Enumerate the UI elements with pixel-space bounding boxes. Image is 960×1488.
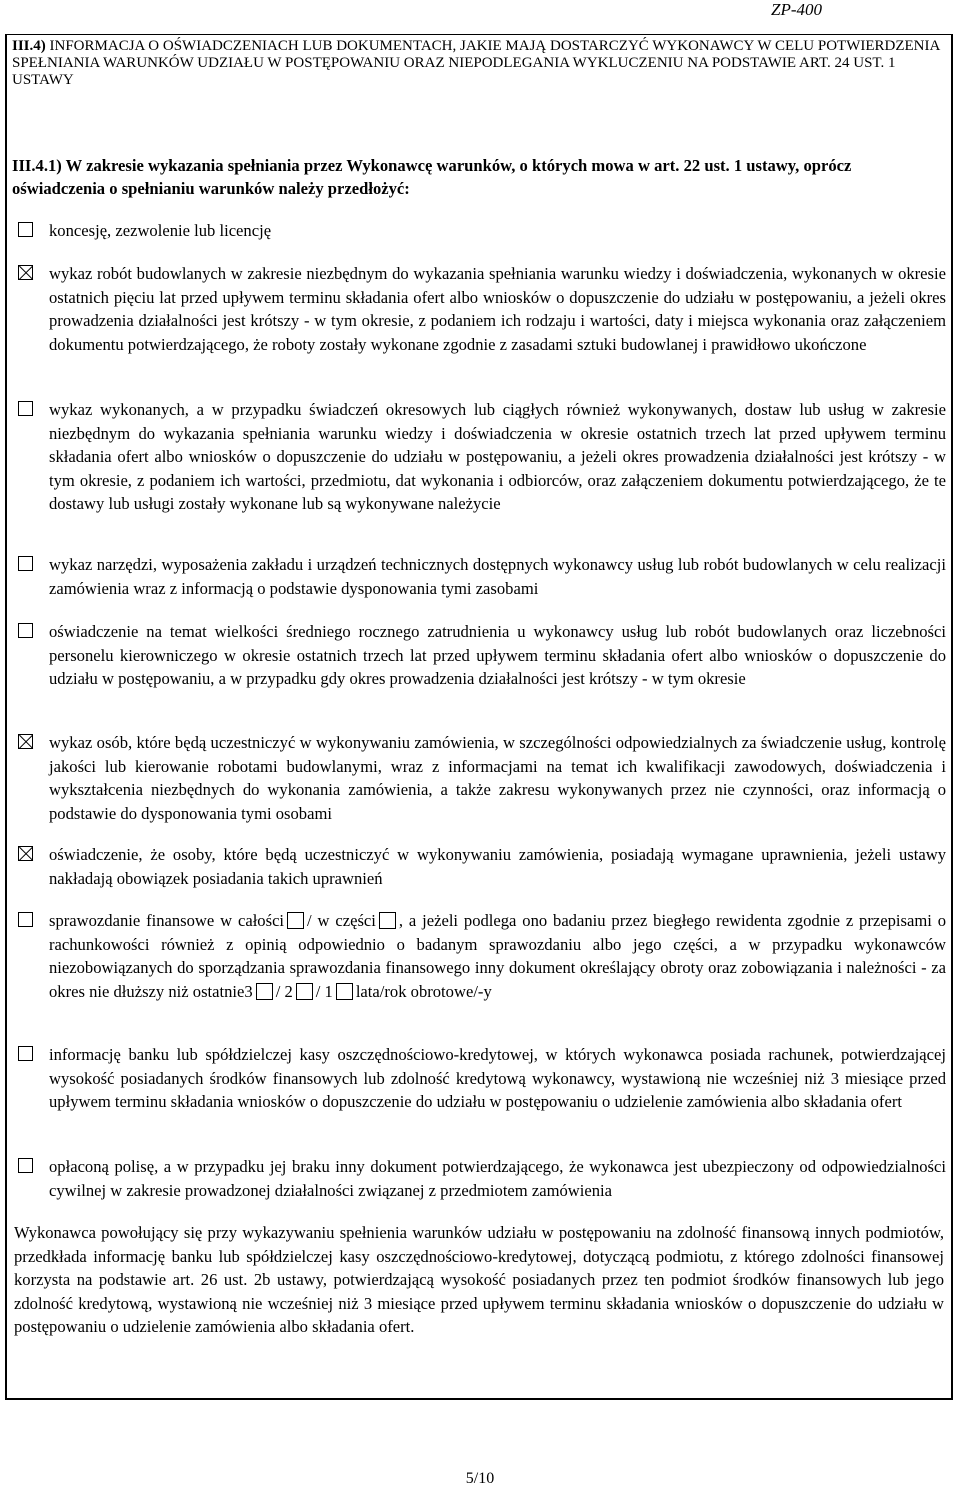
list-item-employment-statement xyxy=(18,620,946,691)
financial-text-5: / 1 xyxy=(315,981,333,1001)
checkbox-1-year[interactable] xyxy=(336,983,353,1000)
section-number: III.4) xyxy=(12,38,46,54)
financial-text-2: / w części xyxy=(307,911,376,930)
checkbox-works-list[interactable] xyxy=(18,265,33,280)
list-item-tools-list xyxy=(18,553,946,600)
section-heading xyxy=(12,38,942,89)
checkbox-qualifications-statement[interactable] xyxy=(18,846,33,861)
checkbox-employment-statement[interactable] xyxy=(18,623,33,638)
section-title: INFORMACJA O OŚWIADCZENIACH LUB DOKUMENTACH, JAKIE MAJĄ DOSTARCZYĆ WYKONAWCY W CELU POTWIERDZENIA SPEŁNIANIA WARUNKÓW UDZIAŁU W POSTĘPOWANIU ORAZ NIEPODLEGANIA WYKLUCZENIU NA PODSTAWIE ART. 24 UST. 1 USTAWY xyxy=(12,38,940,88)
financial-text-1: sprawozdanie finansowe w całości xyxy=(49,911,285,930)
item-text: wykaz narzędzi, wyposażenia zakładu i urządzeń technicznych dostępnych wykonawcy usług lub robót budowlanych w celu realizacji zamówienia wraz z informacją o podstawie dysponowania tymi zasobami xyxy=(49,555,946,598)
item-text xyxy=(18,909,946,1003)
financial-text-6: lata/rok obrotowe/-y xyxy=(355,981,492,1001)
item-text: oświadczenie, że osoby, które będą uczestniczyć w wykonywaniu zamówienia, posiadają wymagane uprawnienia, jeżeli ustawy nakładają obowiązek posiadania takich uprawnień xyxy=(49,845,946,888)
item-text: wykaz wykonanych, a w przypadku świadczeń okresowych lub ciągłych również wykonywanych, dostaw lub usług w zakresie niezbędnym do wykazania spełniania warunku wiedzy i doświadczenia w okresie ostatnich trzech lat przed upływem terminu składania ofert albo wniosków o dopuszczenie do udziału w postępowaniu, a jeżeli okres prowadzenia działalności jest krótszy - w tym okresie, z podaniem ich wartości, przedmiotu, dat wykonania i odbiorców, oraz załączeniem dokumentu potwierdzającego, że te dostawy lub usługi zostały wykonane lub są wykonywane należycie xyxy=(49,400,946,513)
document-code: ZP-400 xyxy=(771,0,822,19)
item-text: opłaconą polisę, a w przypadku jej braku inny dokument potwierdzającego, że wykonawca jest ubezpieczony od odpowiedzialności cywilnej w zakresie prowadzonej działalności związanej z przedmiotem zamówienia xyxy=(49,1157,946,1200)
financial-text-3: , a jeżeli podlega ono badaniu przez biegłego rewidenta zgodnie z przepisami o rachunkowości również z opinią odpowiednio o badanym sprawozdaniu albo jego części, a w przypadku wykonawców niezobowiązanych do sporządzania sprawozdania finansowego inny dokument określający obroty oraz zobowiązania i należności - za okres nie dłuższy niż ostatnie3 xyxy=(49,911,946,1001)
checkbox-bank-information[interactable] xyxy=(18,1046,33,1061)
list-item-works-list xyxy=(18,262,946,356)
checkbox-whole[interactable] xyxy=(287,912,304,929)
subsection-heading xyxy=(12,154,947,200)
list-item-deliveries-list xyxy=(18,398,946,516)
item-text: wykaz robót budowlanych w zakresie niezbędnym do wykazania spełniania warunku wiedzy i doświadczenia, wykonanych w okresie ostatnich pięciu lat przed upływem terminu składania ofert albo wniosków o dopuszczenie do udziału w postępowaniu, a jeżeli okres prowadzenia działalności jest krótszy - w tym okresie, z podaniem ich rodzaju i wartości, daty i miejsca wykonania oraz załączeniem dokumentu potwierdzającego, że roboty zostały wykonane zgodnie z zasadami sztuki budowlanej i prawidłowo ukończone xyxy=(49,264,946,354)
item-text: informację banku lub spółdzielczej kasy oszczędnościowo-kredytowej, w których wykonawca posiada rachunek, potwierdzającej wysokość posiadanych środków finansowych lub zdolność kredytową wykonawcy, wystawioną nie wcześniej niż 3 miesiące przed upływem terminu składania wniosków o dopuszczenie do udziału w postępowaniu o udzielenie zamówienia albo składania ofert xyxy=(49,1045,946,1111)
page-number: 5/10 xyxy=(465,1470,495,1487)
checkbox-persons-list[interactable] xyxy=(18,734,33,749)
checkbox-insurance-policy[interactable] xyxy=(18,1158,33,1173)
item-text: oświadczenie na temat wielkości średniego rocznego zatrudnienia u wykonawcy usług lub robót budowlanych oraz liczebności personelu kierowniczego w okresie ostatnich trzech lat przed upływem terminu składania ofert albo wniosków o dopuszczenie do udziału w postępowaniu, a w przypadku gdy okres prowadzenia działalności jest krótszy - w tym okresie xyxy=(49,622,946,688)
checkbox-2-years[interactable] xyxy=(296,983,313,1000)
final-paragraph: Wykonawca powołujący się przy wykazywaniu spełnienia warunków udziału w postępowaniu na zdolność finansową innych podmiotów, przedkłada informację banku lub spółdzielczej kasy oszczędnościowo-kredytowej, dotyczącą podmiotu, z którego zdolności finansowej korzysta na podstawie art. 26 ust. 2b ustawy, potwierdzającą wysokość posiadanych przez ten podmiot środków finansowych lub jego zdolność kredytową, wystawioną nie wcześniej niż 3 miesiące przed upływem terminu składania wniosków o dopuszczenie do udziału w postępowaniu o udzielenie zamówienia albo składania ofert. xyxy=(14,1223,944,1336)
list-item-persons-list xyxy=(18,731,946,825)
checkbox-license[interactable] xyxy=(18,222,33,237)
list-item-bank-information xyxy=(18,1043,946,1114)
item-text: koncesję, zezwolenie lub licencję xyxy=(49,221,272,240)
list-item-qualifications-statement xyxy=(18,843,946,890)
checkbox-3-years[interactable] xyxy=(256,983,273,1000)
item-text: wykaz osób, które będą uczestniczyć w wykonywaniu zamówienia, w szczególności odpowiedzialnych za świadczenie usług, kontrolę jakości lub kierowanie robotami budowlanymi, wraz z informacjami na temat ich kwalifikacji zawodowych, doświadczenia i wykształcenia niezbędnych do wykonania zamówienia, a także zakresu wykonywanych przez nie czynności, oraz informacją o podstawie do dysponowania tymi osobami xyxy=(49,733,946,823)
checkbox-financial-statement[interactable] xyxy=(18,912,33,927)
checkbox-part[interactable] xyxy=(379,912,396,929)
checkbox-tools-list[interactable] xyxy=(18,556,33,571)
checkbox-deliveries-list[interactable] xyxy=(18,401,33,416)
list-item-license xyxy=(18,219,946,243)
financial-text-4: / 2 xyxy=(275,981,293,1001)
subsection-title-bold: III.4.1) W zakresie wykazania spełniania przez Wykonawcę warunków, o których mowa w art. 22 ust. xyxy=(12,156,730,175)
list-item-insurance-policy xyxy=(18,1155,946,1202)
list-item-financial-statement xyxy=(18,909,946,1003)
subsection-title-rest: 1 ustawy, oprócz oświadczenia o spełnianiu warunków należy przedłożyć: xyxy=(12,156,852,198)
